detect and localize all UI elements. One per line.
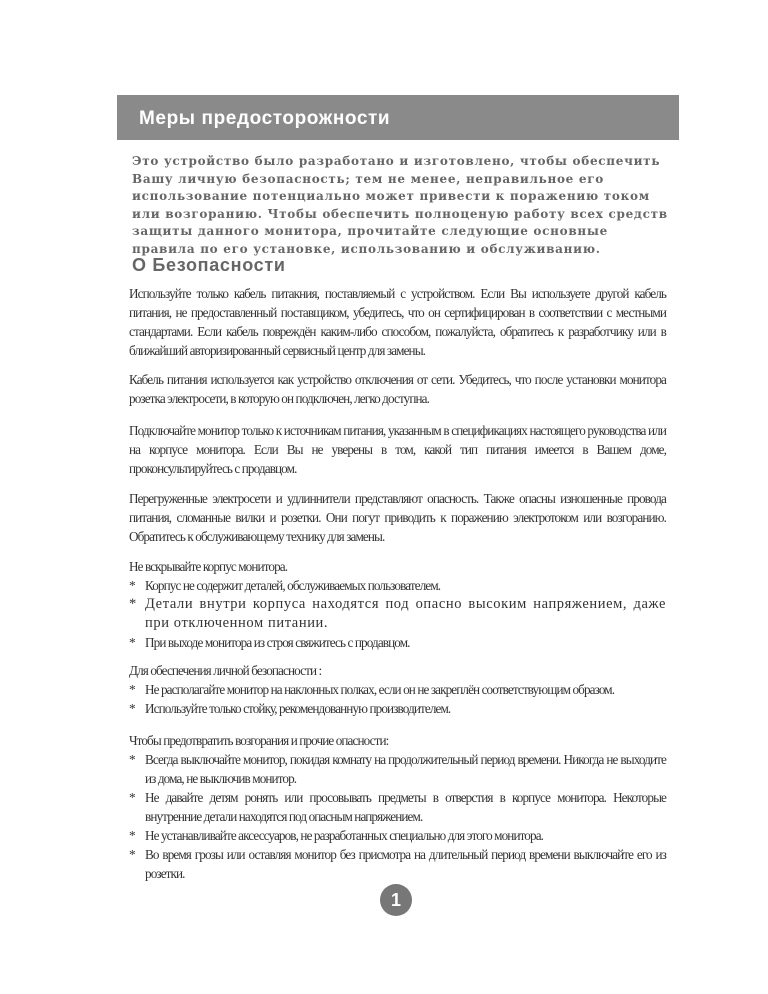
bullet-marker: * — [129, 847, 136, 862]
bullet-marker: * — [129, 790, 136, 805]
list-item — [129, 788, 666, 826]
list-item-text: При выходе монитора из строя свяжитесь с продавцом. — [145, 635, 410, 650]
list-item-text: Не располагайте монитор на наклонных полках, если он не закреплён соответствующим образом. — [145, 682, 615, 697]
list-item — [129, 595, 666, 633]
section-title: О Безопасности — [132, 255, 286, 275]
list-item-text: Всегда выключайте монитор, покидая комнату на продолжительный период времени. Никогда не выходите из дома, не выключив монитор. — [145, 752, 666, 786]
intro-text: Это устройство было разработано и изготовлено, чтобы обеспечить Вашу личную безопасность; тем не менее, неправильное его использование потенциально может привести к поражению током или возгоранию. Чтобы обеспечить полноценую работу всех средств защиты данного монитора, прочитайте следующие основные правила по его установке, использованию и обслуживанию. — [132, 154, 668, 256]
bullet-marker: * — [129, 578, 136, 593]
list-item — [129, 680, 666, 699]
bullet-marker: * — [129, 752, 136, 767]
bullet-marker: * — [129, 635, 136, 650]
header-banner — [117, 95, 679, 140]
list-item-text: Не устанавливайте аксессуаров, не разработанных специально для этого монитора. — [145, 828, 544, 843]
bullet-marker: * — [129, 682, 136, 697]
list-item-text: Во время грозы или оставляя монитор без присмотра на длительный период времени выключайте его из розетки. — [145, 847, 666, 881]
bullet-marker: * — [129, 701, 136, 716]
paragraph-power-source: Подключайте монитор только к источникам питания, указанным в спецификациях настоящего руководства или на корпусе монитора. Если Вы не уверены в том, какой тип питания имеется в Вашем доме, проконсультируйтесь с продавцом. — [129, 423, 666, 476]
list-item — [129, 845, 666, 883]
list-item — [129, 576, 666, 595]
page-number-badge: 1 — [380, 884, 412, 916]
group-heading: Для обеспечения личной безопасности : — [129, 663, 322, 678]
list-item-text: Корпус не содержит деталей, обслуживаемых пользователем. — [145, 578, 441, 593]
bullet-marker: * — [129, 828, 136, 843]
list-item-text: Используйте только стойку, рекомендованную производителем. — [145, 701, 451, 716]
paragraph-overload: Перегруженные электросети и удлиннители представляют опасность. Также опасны изношенные провода питания, сломанные вилки и розетки. Они погут приводить к поражению электротоком или возгоранию. Обратитесь к обслуживающему технику для замены. — [129, 491, 666, 544]
list-item-text: Не давайте детям ронять или просовывать предметы в отверстия в корпусе монитора. Некоторые внутренние детали находятся под опасным напряжением. — [145, 790, 666, 824]
group-heading: Чтобы предотвратить возгорания и прочие опасности: — [129, 733, 389, 748]
warning-group-case — [129, 557, 666, 652]
page-title: Меры предосторожности — [139, 108, 391, 129]
paragraph-power-cable: Используйте только кабель питакния, поставляемый с устройством. Если Вы используете другой кабель питания, не предоставленный поставщиком, убедитесь, что он сертифицирован в соответствии с местными стандартами. Если кабель повреждён каким-либо способом, пожалуйста, обратитесь к разработчику или в ближайший авторизированный сервисный центр для замены. — [129, 286, 666, 358]
bullet-marker: * — [129, 596, 137, 612]
group-heading: Не вскрывайте корпус монитора. — [129, 559, 288, 574]
list-item — [129, 750, 666, 788]
warning-group-personal-safety — [129, 661, 666, 718]
warning-group-fire-prevention — [129, 731, 666, 883]
list-item — [129, 826, 666, 845]
list-item-text: Детали внутри корпуса находятся под опасно высоким напряжением, даже при отключенном питании. — [145, 596, 666, 631]
paragraph-disconnect-device: Кабель питания используется как устройство отключения от сети. Убедитесь, что после установки монитора розетка электросети, в которую он подключен, легко доступна. — [129, 372, 666, 406]
list-item — [129, 633, 666, 652]
list-item — [129, 699, 666, 718]
